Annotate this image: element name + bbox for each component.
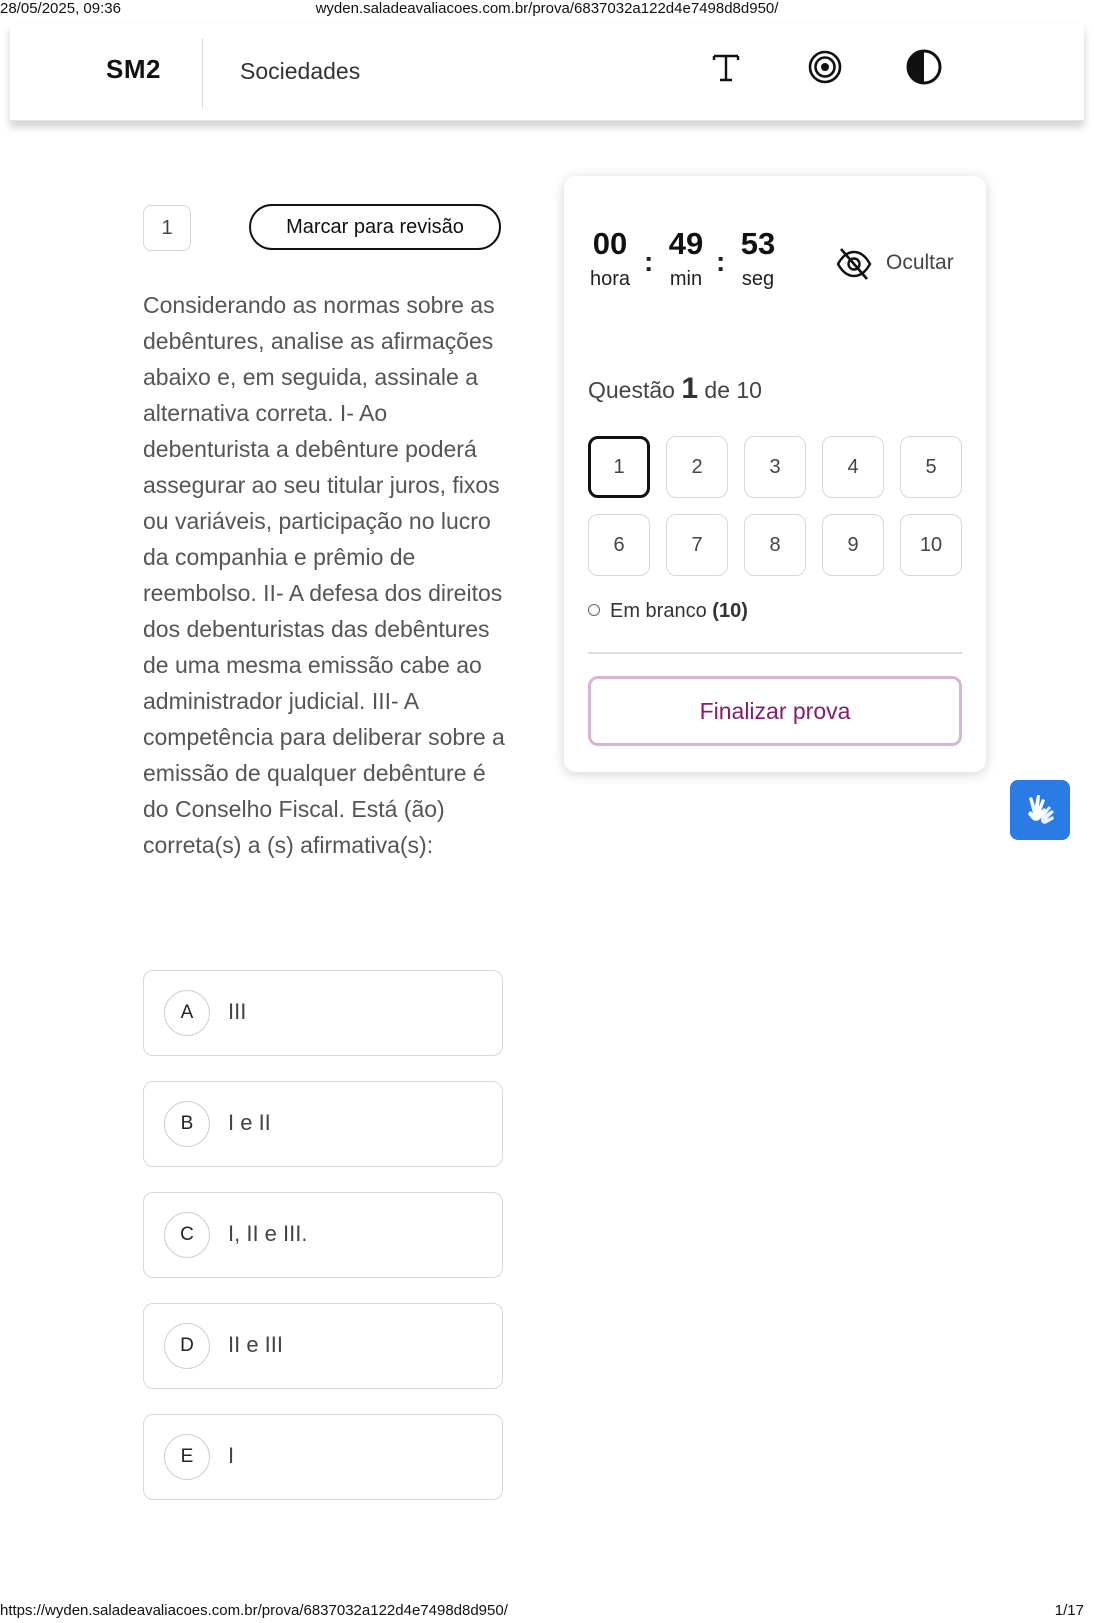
sign-language-icon <box>1020 790 1060 830</box>
question-counter-total: de 10 <box>704 377 762 403</box>
circle-icon <box>588 604 600 616</box>
mark-for-review-button[interactable]: Marcar para revisão <box>249 204 501 250</box>
option-letter: D <box>164 1323 210 1369</box>
option-a[interactable] <box>143 970 503 1056</box>
timer-minutes <box>658 226 714 291</box>
option-letter: A <box>164 990 210 1036</box>
print-footer <box>0 1602 1094 1622</box>
question-nav-6[interactable]: 6 <box>588 514 650 576</box>
question-nav-1[interactable]: 1 <box>588 436 650 498</box>
option-c[interactable] <box>143 1192 503 1278</box>
option-text: I, II e III. <box>228 1221 308 1246</box>
timer-separator: : <box>716 246 726 277</box>
question-nav-4[interactable]: 4 <box>822 436 884 498</box>
question-counter <box>588 372 762 406</box>
print-url-bottom: https://wyden.saladeavaliacoes.com.br/prova/6837032a122d4e7498d8d950/ <box>0 1602 508 1619</box>
question-nav-3[interactable]: 3 <box>744 436 806 498</box>
panel-divider <box>588 652 962 654</box>
contrast-icon[interactable] <box>903 46 945 88</box>
question-nav-10[interactable]: 10 <box>900 514 962 576</box>
timer-hours-value: 00 <box>592 226 628 261</box>
timer-minutes-value: 49 <box>668 226 704 261</box>
exam-panel <box>564 176 986 772</box>
question-nav-8[interactable]: 8 <box>744 514 806 576</box>
finish-exam-button[interactable]: Finalizar prova <box>588 676 962 746</box>
question-text: Considerando as normas sobre as debêntures, analise as afirmações abaixo e, em seguida, assinale a alternativa correta. I- Ao debenturista a debênture poderá assegurar ao seu titular juros, fixos ou variáveis, participação no lucro da companhia e prêmio de reembolso. II- A defesa dos direitos dos debenturistas das debêntures de uma mesma emissão cabe ao administrador judicial. III- A competência para deliberar sobre a emissão de qualquer debênture é do Conselho Fiscal. Está (ão) correta(s) a (s) afirmativa(s): <box>143 292 505 858</box>
text-size-icon[interactable] <box>705 46 747 88</box>
blank-count: (10) <box>712 600 748 622</box>
question-nav-9[interactable]: 9 <box>822 514 884 576</box>
timer-separator: : <box>644 246 654 277</box>
timer-hours <box>584 226 636 291</box>
timer-seconds-label: seg <box>741 268 775 290</box>
timer-seconds-value: 53 <box>740 226 776 261</box>
option-letter: E <box>164 1434 210 1480</box>
option-letter: B <box>164 1101 210 1147</box>
question-number: 1 <box>143 205 191 251</box>
option-e[interactable] <box>143 1414 503 1500</box>
question-nav-2[interactable]: 2 <box>666 436 728 498</box>
option-letter: C <box>164 1212 210 1258</box>
timer-hours-label: hora <box>589 268 631 290</box>
header-divider <box>202 38 203 108</box>
blank-label: Em branco <box>610 600 707 622</box>
hide-timer-button[interactable] <box>834 244 964 284</box>
timer-seconds <box>730 226 786 291</box>
question-nav-7[interactable]: 7 <box>666 514 728 576</box>
print-url-top: wyden.saladeavaliacoes.com.br/prova/6837032a122d4e7498d8d950/ <box>315 0 779 17</box>
option-text: I <box>228 1443 235 1468</box>
option-text: II e III <box>228 1332 284 1357</box>
eye-off-icon <box>834 244 874 284</box>
option-text: I e II <box>228 1110 271 1135</box>
question-counter-current: 1 <box>681 372 699 405</box>
blank-status <box>588 600 748 623</box>
course-title: Sociedades <box>240 58 361 84</box>
target-icon[interactable] <box>804 46 846 88</box>
print-datetime: 28/05/2025, 09:36 <box>0 0 121 17</box>
question-counter-prefix: Questão <box>588 377 675 403</box>
logo: SM2 <box>106 54 161 84</box>
print-header <box>0 0 1094 20</box>
top-bar <box>10 24 1084 121</box>
option-d[interactable] <box>143 1303 503 1389</box>
timer-minutes-label: min <box>669 268 703 290</box>
option-b[interactable] <box>143 1081 503 1167</box>
question-nav-5[interactable]: 5 <box>900 436 962 498</box>
option-text: III <box>228 999 247 1024</box>
sign-language-button[interactable] <box>1010 780 1070 840</box>
print-page-number: 1/17 <box>1054 1602 1084 1619</box>
hide-timer-label: Ocultar <box>886 251 954 274</box>
